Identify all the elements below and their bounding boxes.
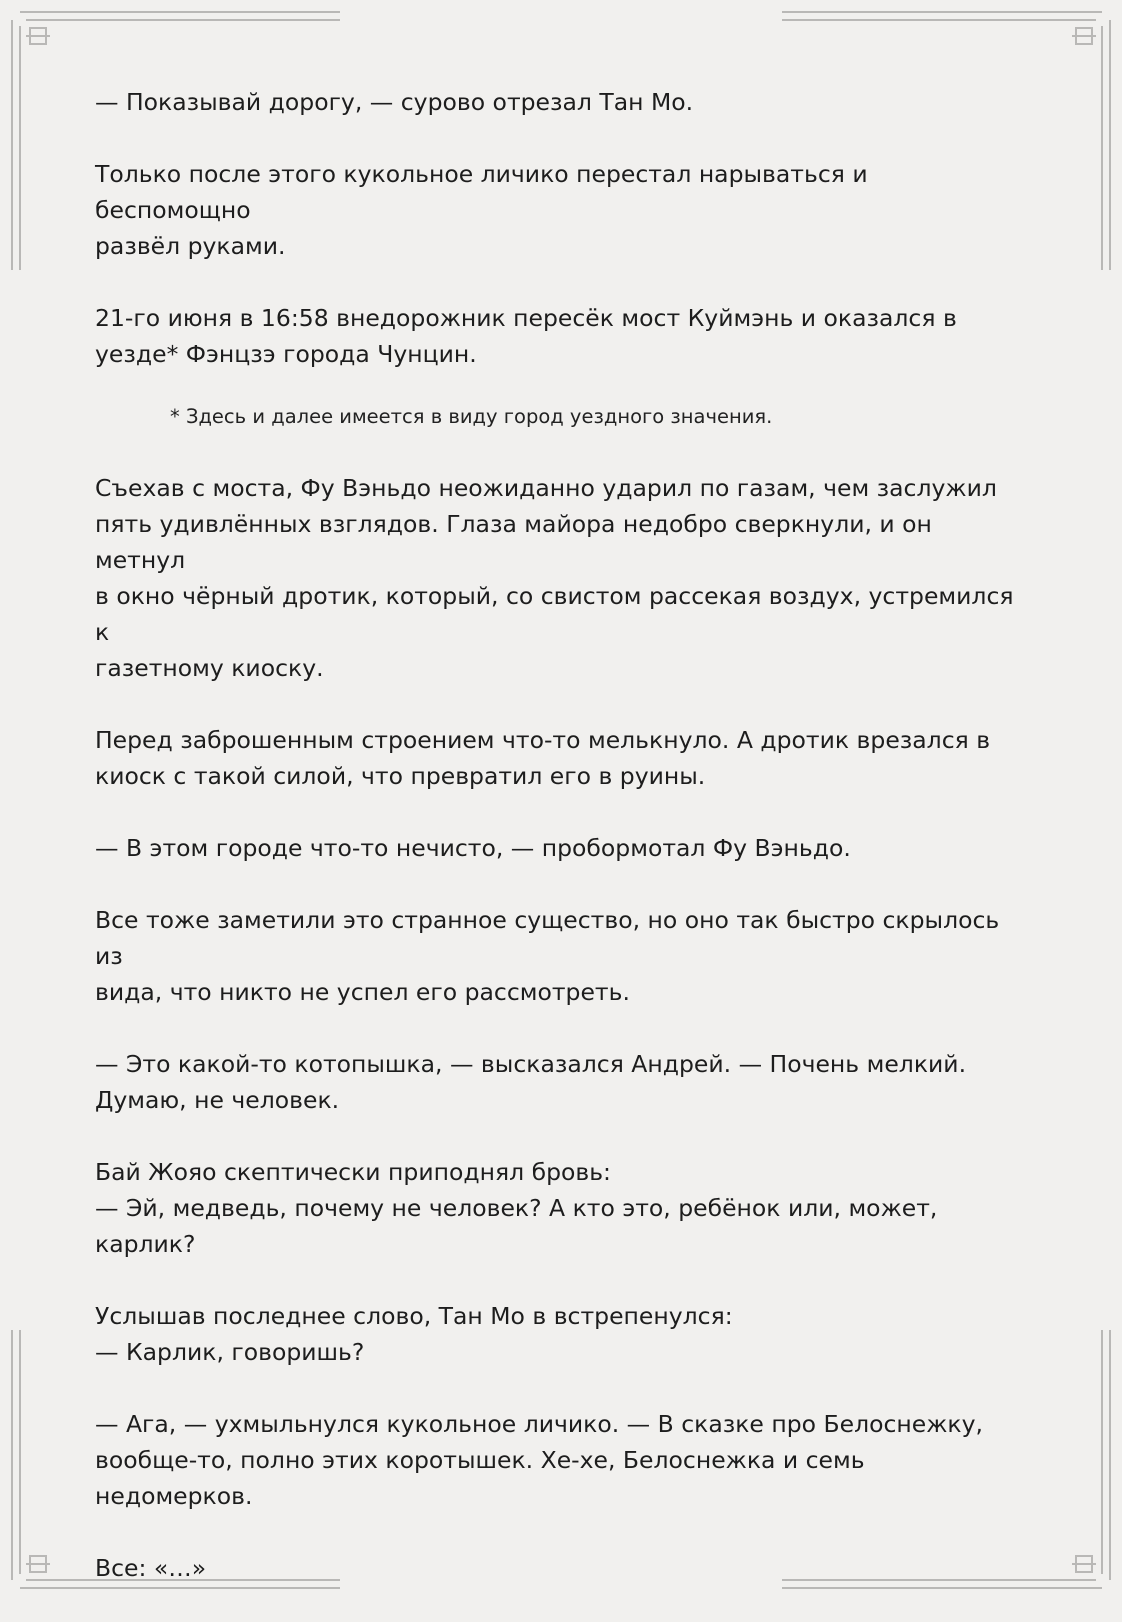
text-line: — Показывай дорогу, — сурово отрезал Тан Мо. [95,88,694,116]
text-line: карлик? [95,1230,196,1258]
text-line: — Эй, медведь, почему не человек? А кто это, ребёнок или, может, [95,1194,938,1222]
text-line: Перед заброшенным строением что-то мелькнуло. А дротик врезался в [95,726,991,754]
text-line: — Это какой-то котопышка, — высказался Андрей. — Почень мелкий. [95,1050,967,1078]
text-line: развёл руками. [95,232,286,260]
paragraph [95,470,1025,686]
paragraph [95,902,1025,1010]
text-line: — Карлик, говоришь? [95,1338,365,1366]
text-line: Только после этого кукольное личико перестал нарываться и беспомощно [95,160,868,224]
paragraph [95,722,1025,794]
text-line: уезде* Фэнцзэ города Чунцин. [95,340,477,368]
text-line: Съехав с моста, Фу Вэньдо неожиданно ударил по газам, чем заслужил [95,474,997,502]
paragraph [95,1298,1025,1370]
text-line: Услышав последнее слово, Тан Мо в встрепенулся: [95,1302,733,1330]
text-line: киоск с такой силой, что превратил его в руины. [95,762,706,790]
paragraph [95,84,1025,120]
footnote: * Здесь и далее имеется в виду город уездного значения. [170,405,773,428]
text-line: — В этом городе что-то нечисто, — пробормотал Фу Вэньдо. [95,834,851,862]
text-line: вида, что никто не успел его рассмотреть. [95,978,630,1006]
text-line: — Ага, — ухмыльнулся кукольное личико. — В сказке про Белоснежку, [95,1410,983,1438]
paragraph [95,300,1025,372]
page-text [95,84,1025,1622]
paragraph [95,830,1025,866]
text-line: пять удивлённых взглядов. Глаза майора недобро сверкнули, и он метнул [95,510,932,574]
paragraph [95,1154,1025,1262]
text-line: газетному киоску. [95,654,324,682]
paragraph [95,156,1025,264]
text-line: Думаю, не человек. [95,1086,340,1114]
text-line: в окно чёрный дротик, который, со свистом рассекая воздух, устремился к [95,582,1014,646]
text-line: 21-го июня в 16:58 внедорожник пересёк мост Куймэнь и оказался в [95,304,957,332]
text-line: Бай Жояо скептически приподнял бровь: [95,1158,611,1186]
text-line: Все: «…» [95,1554,207,1582]
paragraph [95,1550,1025,1586]
text-line: недомерков. [95,1482,253,1510]
text-line: Все тоже заметили это странное существо, но оно так быстро скрылось из [95,906,1000,970]
paragraph [95,1046,1025,1118]
text-line: вообще-то, полно этих коротышек. Хе-хе, Белоснежка и семь [95,1446,865,1474]
paragraph [95,1406,1025,1514]
